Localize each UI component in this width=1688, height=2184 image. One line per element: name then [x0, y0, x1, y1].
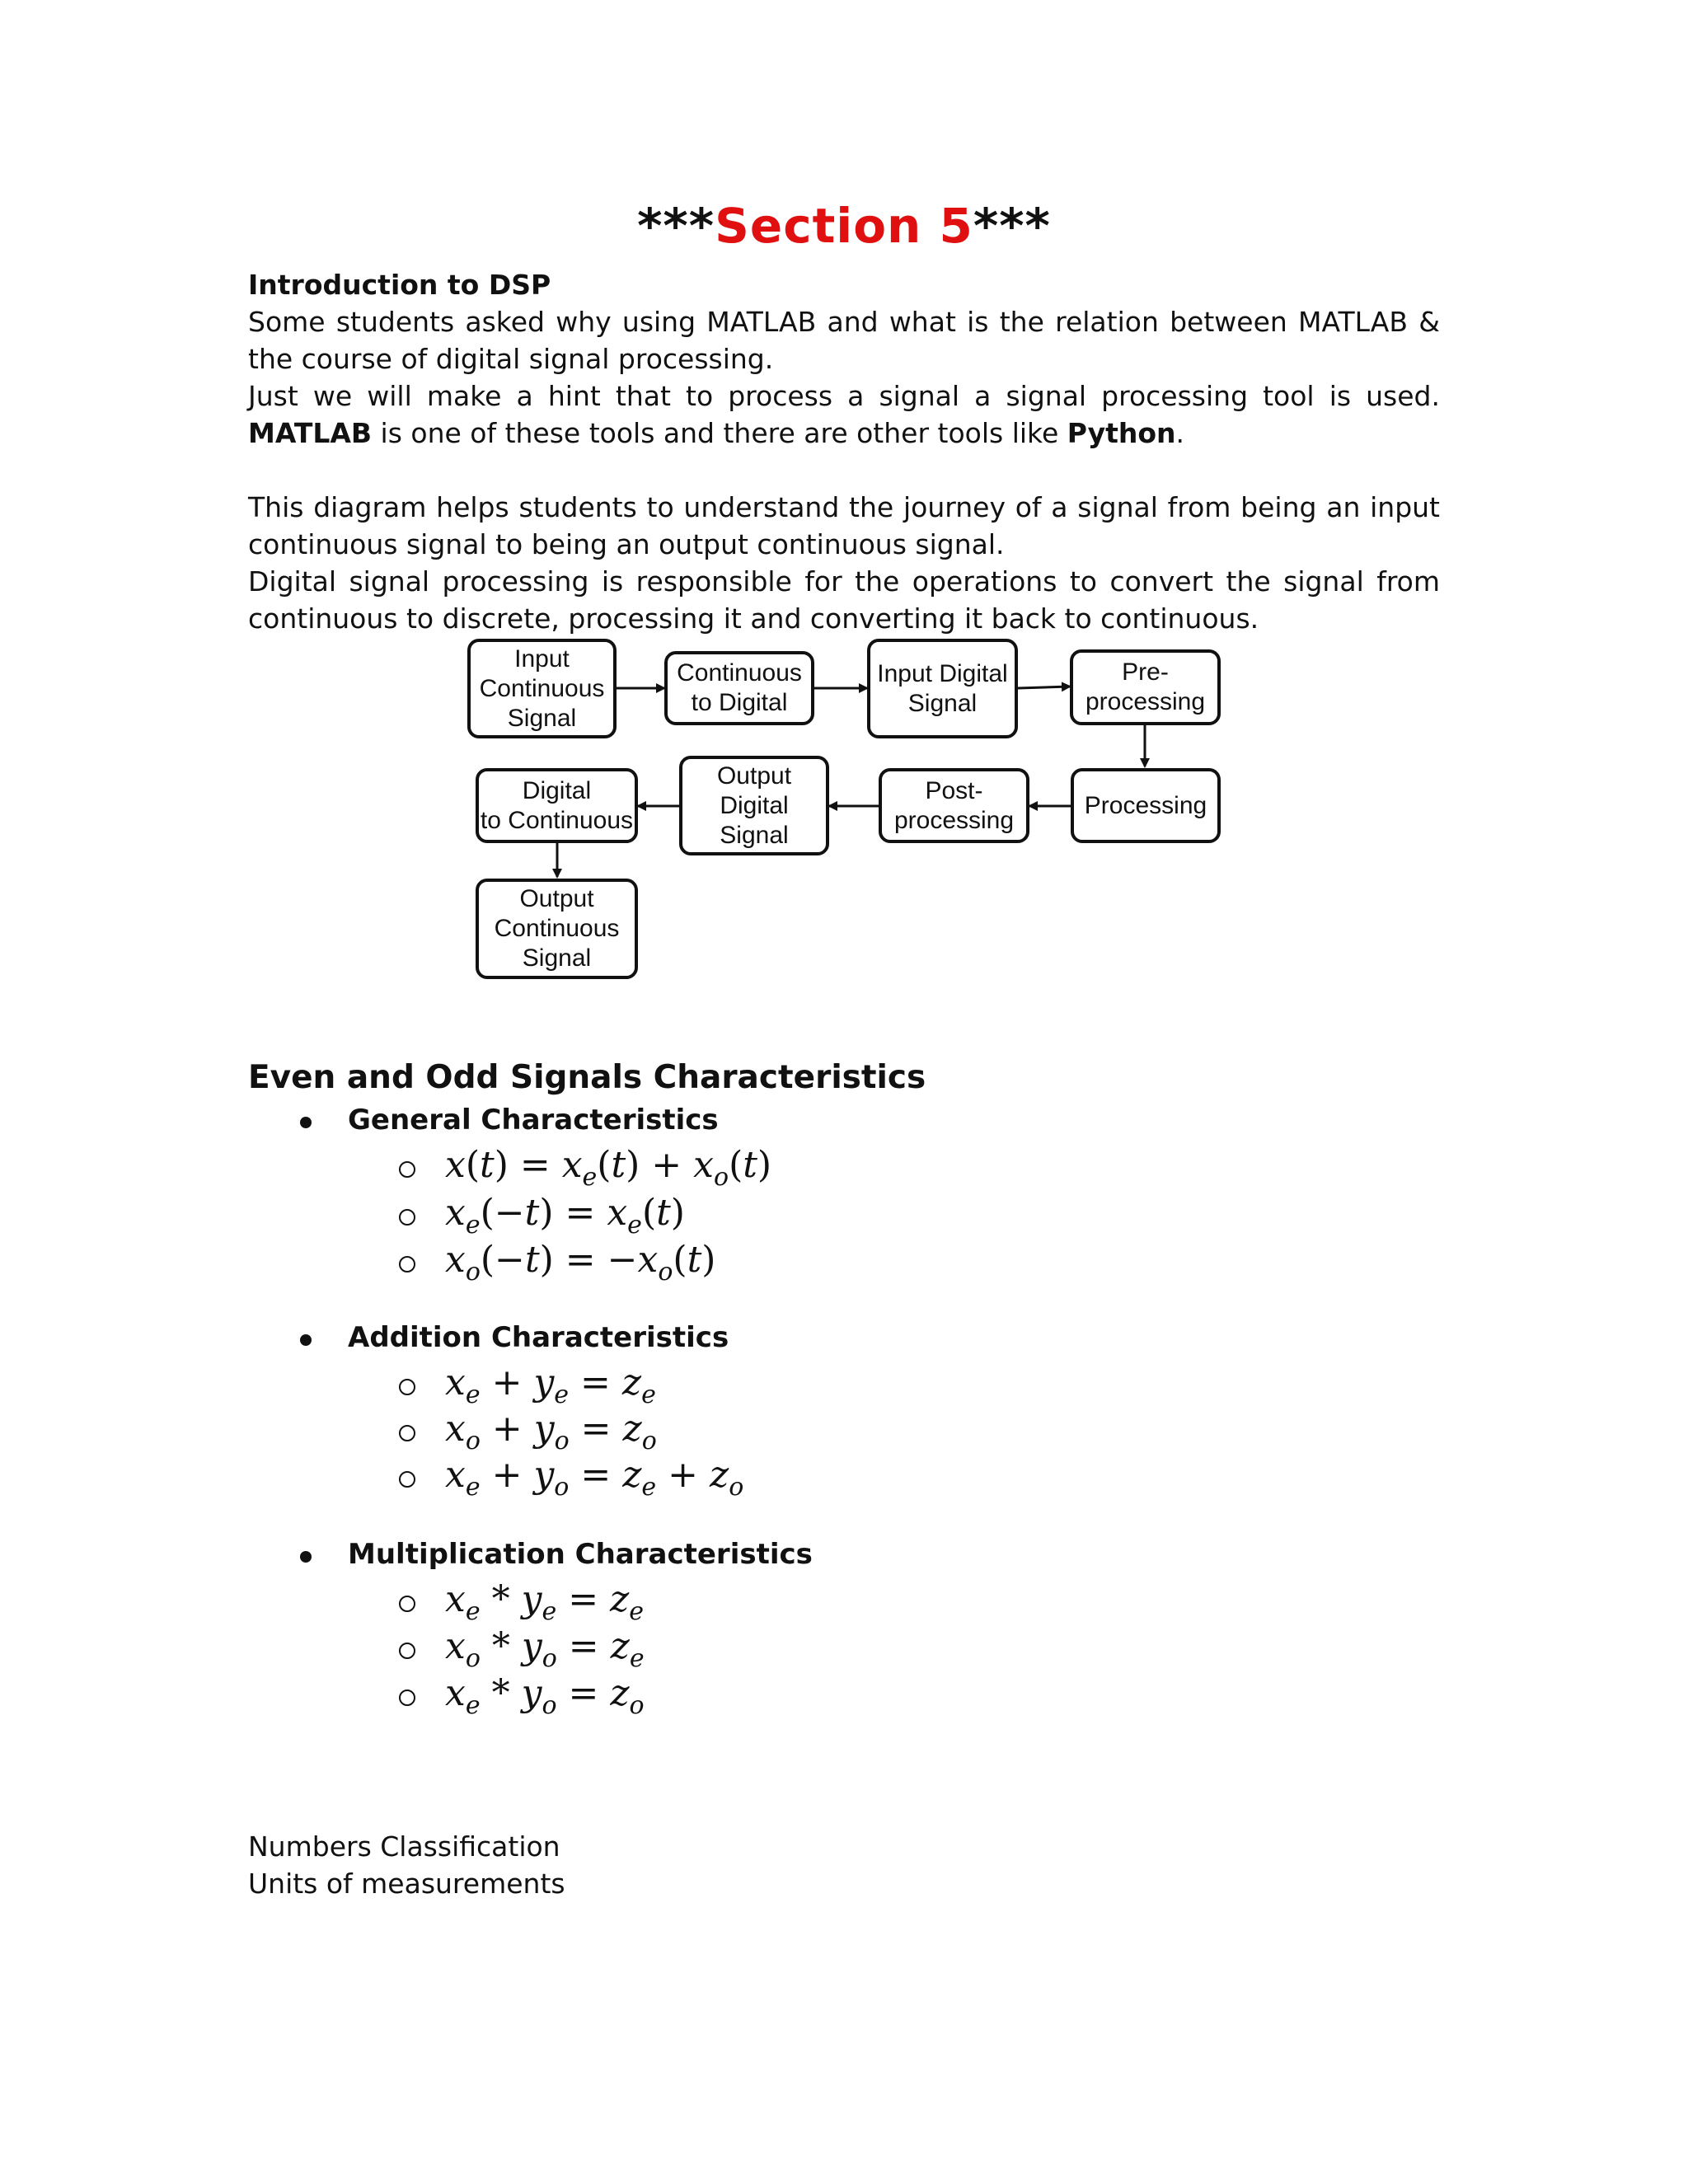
sub-bullet: [399, 1425, 415, 1441]
sub-bullet: [399, 1690, 415, 1706]
equation-general-1: $x(t) = x_e(t) + x_o(t)$: [445, 1144, 772, 1192]
equation-addition-3: $x_e + y_o = z_e + z_o$: [445, 1454, 744, 1502]
node-continuous-to-digital: Continuous to Digital: [664, 651, 814, 725]
addition-characteristics-heading: Addition Characteristics: [348, 1321, 729, 1354]
equation-addition-1: $x_e + y_e = z_e$: [445, 1361, 656, 1409]
bullet-dot: [300, 1334, 312, 1346]
node-post-processing: Post- processing: [879, 768, 1029, 843]
bullet-dot: [300, 1551, 312, 1563]
node-output-digital-signal: Output Digital Signal: [679, 756, 829, 855]
sub-bullet: [399, 1643, 415, 1659]
node-digital-to-continuous: Digital to Continuous: [476, 768, 638, 843]
sub-bullet: [399, 1209, 415, 1226]
title-section: Section 5: [715, 198, 973, 254]
sub-bullet: [399, 1379, 415, 1395]
node-input-digital-signal: Input Digital Signal: [867, 639, 1018, 738]
sub-bullet: [399, 1596, 415, 1612]
title-stars-left: ***: [637, 198, 715, 254]
equation-general-2: $x_e(-t) = x_e(t)$: [445, 1192, 685, 1240]
even-odd-heading: Even and Odd Signals Characteristics: [248, 1059, 926, 1096]
node-output-continuous-signal: Output Continuous Signal: [476, 879, 638, 979]
sub-bullet: [399, 1161, 415, 1178]
footer-units-of-measurements: Units of measurements: [248, 1868, 565, 1900]
node-pre-processing: Pre- processing: [1070, 649, 1221, 725]
equation-general-3: $x_o(-t) = -x_o(t)$: [445, 1239, 716, 1286]
intro-heading: Introduction to DSP: [248, 269, 551, 301]
equation-multiplication-1: $x_e * y_e = z_e$: [445, 1578, 644, 1626]
matlab-bold: MATLAB: [248, 417, 373, 449]
node-input-continuous-signal: Input Continuous Signal: [467, 639, 617, 738]
intro-paragraph-2: Just we will make a hint that to process a signal a signal processing tool is used. MATLAB is one of these tools and there are other tools like Python.: [248, 380, 1440, 449]
footer-numbers-classification: Numbers Classification: [248, 1830, 560, 1863]
equation-addition-2: $x_o + y_o = z_o$: [445, 1408, 657, 1455]
intro-paragraph-1: Some students asked why using MATLAB and what is the relation between MATLAB & the course of digital signal processing.: [248, 306, 1440, 375]
equation-multiplication-3: $x_e * y_o = z_o$: [445, 1672, 645, 1720]
equation-multiplication-2: $x_o * y_o = z_e$: [445, 1625, 645, 1673]
bullet-dot: [300, 1117, 312, 1128]
multiplication-characteristics-heading: Multiplication Characteristics: [348, 1538, 813, 1571]
python-bold: Python: [1067, 417, 1176, 449]
sub-bullet: [399, 1256, 415, 1272]
intro-paragraph-4: Digital signal processing is responsible for the operations to convert the signal from continuous to discrete, processing it and converting it back to continuous.: [248, 565, 1440, 635]
title-stars-right: ***: [973, 198, 1051, 254]
arrow-input-digital-to-pre: [1018, 687, 1070, 688]
sub-bullet: [399, 1471, 415, 1488]
node-processing: Processing: [1071, 768, 1221, 843]
intro-paragraph-3: This diagram helps students to understand the journey of a signal from being an input continuous signal to being an output continuous signal.: [248, 491, 1440, 560]
general-characteristics-heading: General Characteristics: [348, 1104, 719, 1137]
